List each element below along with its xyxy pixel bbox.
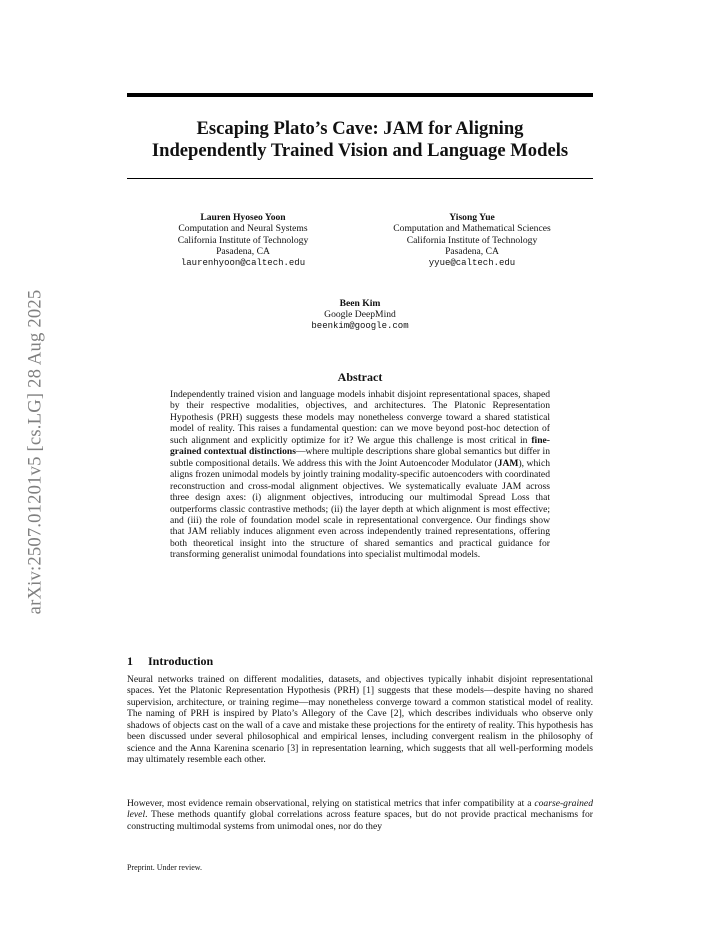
author-department: Computation and Mathematical Sciences	[393, 223, 551, 235]
title-line-1: Escaping Plato’s Cave: JAM for Aligning	[196, 118, 524, 139]
title-line-2: Independently Trained Vision and Language Models	[151, 140, 569, 161]
title-bottom-rule	[127, 178, 593, 179]
author-name: Been Kim	[339, 298, 381, 309]
author-name: Yisong Yue	[449, 212, 495, 223]
abstract-text-part: ), which aligns frozen unimodal models by jointly training modality-specific autoencoders with coordinated reconstruction and cross-modal alignment objectives. We systematically evaluate JAM across three design axes: (i) alignment objectives, introducing our multimodal Spread Loss that outperforms classic contrastive methods; (ii) the layer depth at which alignment is most effective; and (iii) the role of foundation model scale in representational convergence. Our findings show that JAM reliably induces alignment even across independently trained representations, offering both theoretical insight into the structure of shared semantics and practical guidance for transforming generalist unimodal foundations into specialist multimodal models.	[170, 457, 551, 561]
abstract-heading: Abstract	[337, 370, 383, 384]
arxiv-identifier-text: arXiv:2507.01201v5 [cs.LG] 28 Aug 2025	[24, 289, 46, 614]
author-department: Computation and Neural Systems	[178, 223, 308, 235]
preprint-footnote: Preprint. Under review.	[127, 863, 203, 872]
author-location: Pasadena, CA	[216, 246, 270, 258]
section-number: 1	[127, 654, 133, 668]
section-title: Introduction	[148, 654, 214, 668]
title-top-rule	[127, 93, 593, 97]
author-institution: California Institute of Technology	[177, 234, 309, 246]
paragraph-text-part: . These methods quantify global correlations across feature spaces, but do not provide practical mechanisms for constructing multimodal systems from unimodal ones, nor do they	[127, 809, 593, 832]
author-yoon	[155, 212, 331, 269]
abstract-bold-phrase: fine-grained contextual distinctions	[170, 434, 550, 458]
paragraph-text-part: However, most evidence remain observational, relying on statistical metrics that infer compatibility at a	[127, 798, 535, 809]
author-kim	[127, 298, 593, 332]
introduction-paragraph-2	[127, 798, 593, 832]
section-heading-introduction	[127, 654, 213, 669]
introduction-paragraph-1: Neural networks trained on different modalities, datasets, and objectives typically inhabit disjoint representational spaces. Yet the Platonic Representation Hypothesis (PRH) [1] suggests that these models—despite having no shared supervision, architecture, or training regime—may nonetheless converge toward a common statistical model of reality. The naming of PRH is inspired by Plato’s Allegory of the Cave [2], which describes individuals who observe only shadows of objects cast on the wall of a cave and mistake these projections for the entirety of reality. This hypothesis has been discussed under several philosophical and empirical lenses, including convergent realism in the philosophy of science and the Anna Karenina scenario [3] in representation learning, which suggests that all well-performing models may ultimately resemble each other.	[127, 674, 593, 766]
author-name: Lauren Hyoseo Yoon	[200, 212, 286, 223]
arxiv-identifier-stamp	[21, 258, 49, 645]
abstract-text-part: —where multiple descriptions share global semantics but differ in subtle compositional details. We address this with the Joint Autoencoder Modulator (	[170, 446, 551, 469]
author-institution: California Institute of Technology	[406, 234, 538, 246]
paragraph-italic-phrase: coarse-grained level	[127, 798, 593, 821]
author-email: yyue@caltech.edu	[428, 257, 516, 268]
author-location: Pasadena, CA	[445, 246, 499, 258]
author-yue	[357, 212, 587, 269]
author-email: beenkim@google.com	[311, 320, 409, 331]
abstract-text-part: Independently trained vision and language models inhabit disjoint representational spaces, shaped by their respective modalities, objectives, and architectures. The Platonic Representation Hypothesis (PRH) suggests these models may nonetheless converge toward a shared statistical model of reality. This raises a fundamental question: can we move beyond post-hoc detection of such alignment and explicitly optimize for it? We argue this challenge is most critical in	[170, 389, 550, 446]
abstract-bold-acronym: JAM	[497, 457, 519, 469]
paper-title	[127, 118, 593, 162]
author-email: laurenhyoon@caltech.edu	[180, 257, 306, 268]
author-institution: Google DeepMind	[324, 309, 396, 321]
abstract-text	[170, 389, 550, 561]
